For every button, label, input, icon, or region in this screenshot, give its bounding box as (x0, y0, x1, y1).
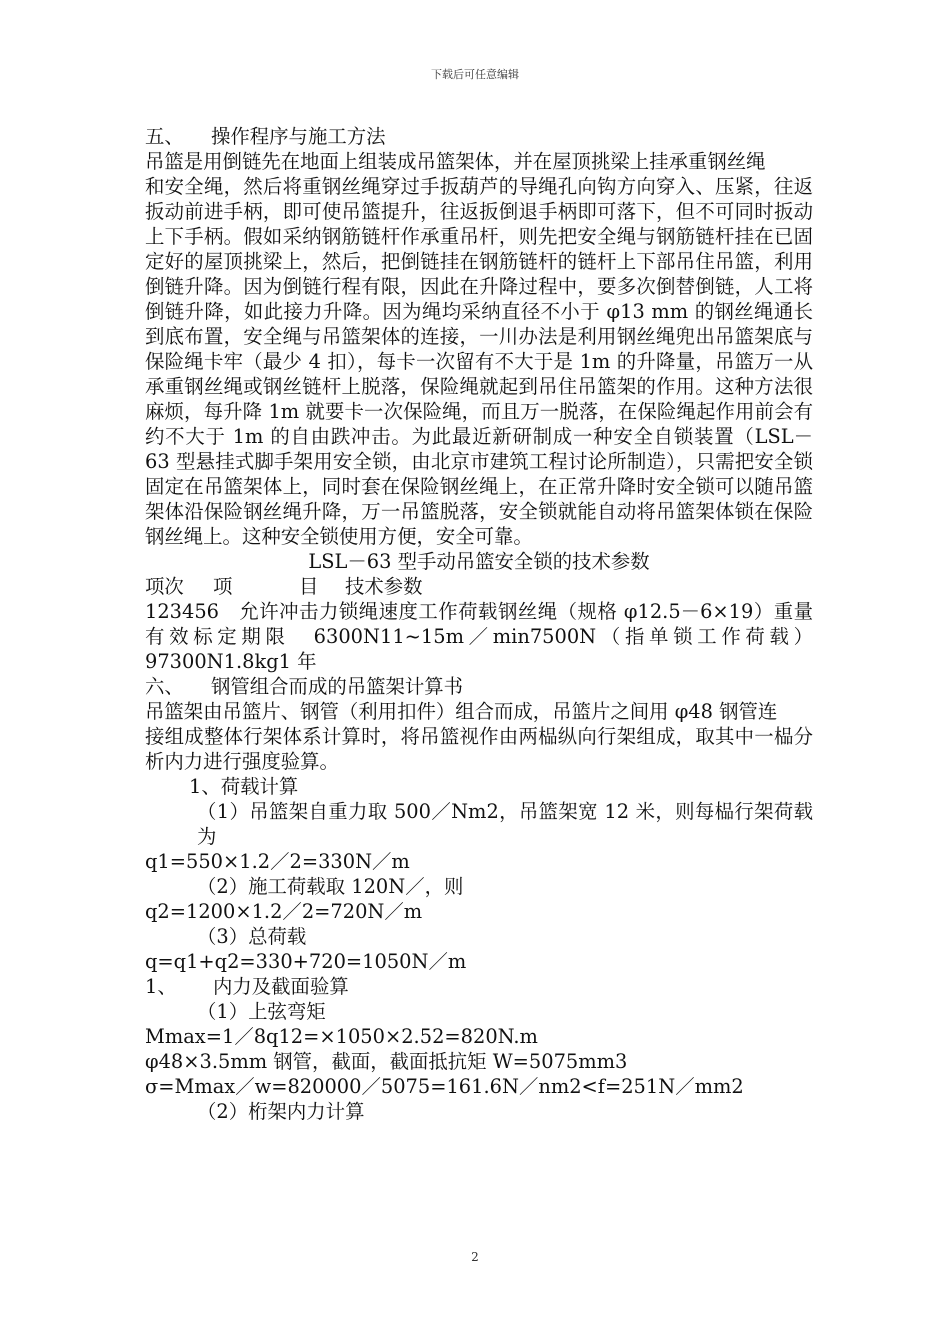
force-item-2: （2）桁架内力计算 (197, 1100, 365, 1123)
document-body (145, 124, 813, 1124)
force-title: 内力及截面验算 (213, 975, 349, 998)
load-item-3: （3）总荷载 (197, 925, 307, 948)
table-header-item-1: 项 (213, 575, 233, 598)
force-heading (145, 974, 813, 999)
load-equation-2: q2=1200×1.2／2=720N／m (145, 900, 423, 923)
section-6-number: 六、 (145, 675, 184, 698)
section-5-number: 五、 (145, 125, 184, 148)
load-item-2: （2）施工荷载取 120N／，则 (197, 875, 464, 898)
page-header: 下载后可任意编辑 (431, 68, 519, 81)
table-header-item-2: 目 (299, 575, 319, 598)
load-heading: 1、荷载计算 (189, 775, 299, 798)
section-6-paragraph-2: 接组成整体行架体系计算时，将吊篮视作由两榀纵向行架组成，取其中一榀分析内力进行强度验算。 (145, 725, 813, 773)
table-data-row: 123456 允许冲击力锁绳速度工作荷载钢丝绳（规格 φ12.5－6×19）重量有效标定期限 6300N11~15m／min7500N（指单锁工作荷载）97300N1.8kg1 年 (145, 600, 813, 673)
force-equation-3: σ=Mmax／w=820000／5075=161.6N／nm2<f=251N／mm2 (145, 1075, 744, 1098)
section-6-heading (145, 674, 813, 699)
load-item-1: （1）吊篮架自重力取 500／Nm2，吊篮架宽 12 米，则每榀行架荷载为 (197, 800, 813, 848)
force-item-1: （1）上弦弯矩 (197, 1000, 326, 1023)
table-header-params: 技术参数 (345, 575, 423, 598)
section-6-paragraph-1: 吊篮架由吊篮片、钢管（利用扣件）组合而成，吊篮片之间用 φ48 钢管连 (145, 700, 778, 723)
section-6-title: 钢管组合而成的吊篮架计算书 (211, 675, 464, 698)
force-equation-2: φ48×3.5mm 钢管，截面，截面抵抗矩 W=5075mm3 (145, 1050, 628, 1073)
load-equation-3: q=q1+q2=330+720=1050N／m (145, 950, 467, 973)
force-number: 1、 (145, 975, 177, 998)
load-equation-1: q1=550×1.2／2=330N／m (145, 850, 410, 873)
section-5-heading (145, 124, 813, 149)
section-5-paragraph-2: 和安全绳，然后将重钢丝绳穿过手扳葫芦的导绳孔向钩方向穿入、压紧，往返扳动前进手柄，即可使吊篮提升，往返扳倒退手柄即可落下，但不可同时扳动上下手柄。假如采纳钢筋链杆作承重吊杆，则先把安全绳与钢筋链杆挂在已固定好的屋顶挑梁上，然后，把倒链挂在钢筋链杆的链杆上下部吊住吊篮，利用倒链升降。因为倒链行程有限，因此在升降过程中，要多次倒替倒链，人工将倒链升降，如此接力升降。因为绳均采纳直径不小于 φ13 mm 的钢丝绳通长到底布置，安全绳与吊篮架体的连接，一川办法是利用钢丝绳兜出吊篮架底与保险绳卡牢（最少 4 扣），每卡一次留有不大于是 1m 的升降量，吊篮万一从承重钢丝绳或钢丝链杆上脱落，保险绳就起到吊住吊篮架的作用。这种方法很麻烦，每升降 1m 就要卡一次保险绳，而且万一脱落，在保险绳起作用前会有约不大于 1m 的自由跌冲击。为此最近新研制成一种安全自锁装置（LSL－63 型悬挂式脚手架用安全锁，由北京市建筑工程讨论所制造），只需把安全锁固定在吊篮架体上，同时套在保险钢丝绳上，在正常升降时安全锁可以随吊篮架体沿保险钢丝绳升降，万一吊篮脱落，安全锁就能自动将吊篮架体锁在保险钢丝绳上。这种安全锁使用方便，安全可靠。 (145, 175, 813, 548)
section-5-paragraph-1: 吊篮是用倒链先在地面上组装成吊篮架体，并在屋顶挑梁上挂承重钢丝绳 (145, 150, 766, 173)
table-title: LSL－63 型手动吊篮安全锁的技术参数 (308, 550, 650, 573)
page-number: 2 (471, 1250, 479, 1264)
section-5-title: 操作程序与施工方法 (211, 125, 386, 148)
force-equation-1: Mmax=1／8q12=×1050×2.52=820N.m (145, 1025, 538, 1048)
table-header-row (145, 574, 813, 599)
table-header-index: 项次 (145, 575, 184, 598)
